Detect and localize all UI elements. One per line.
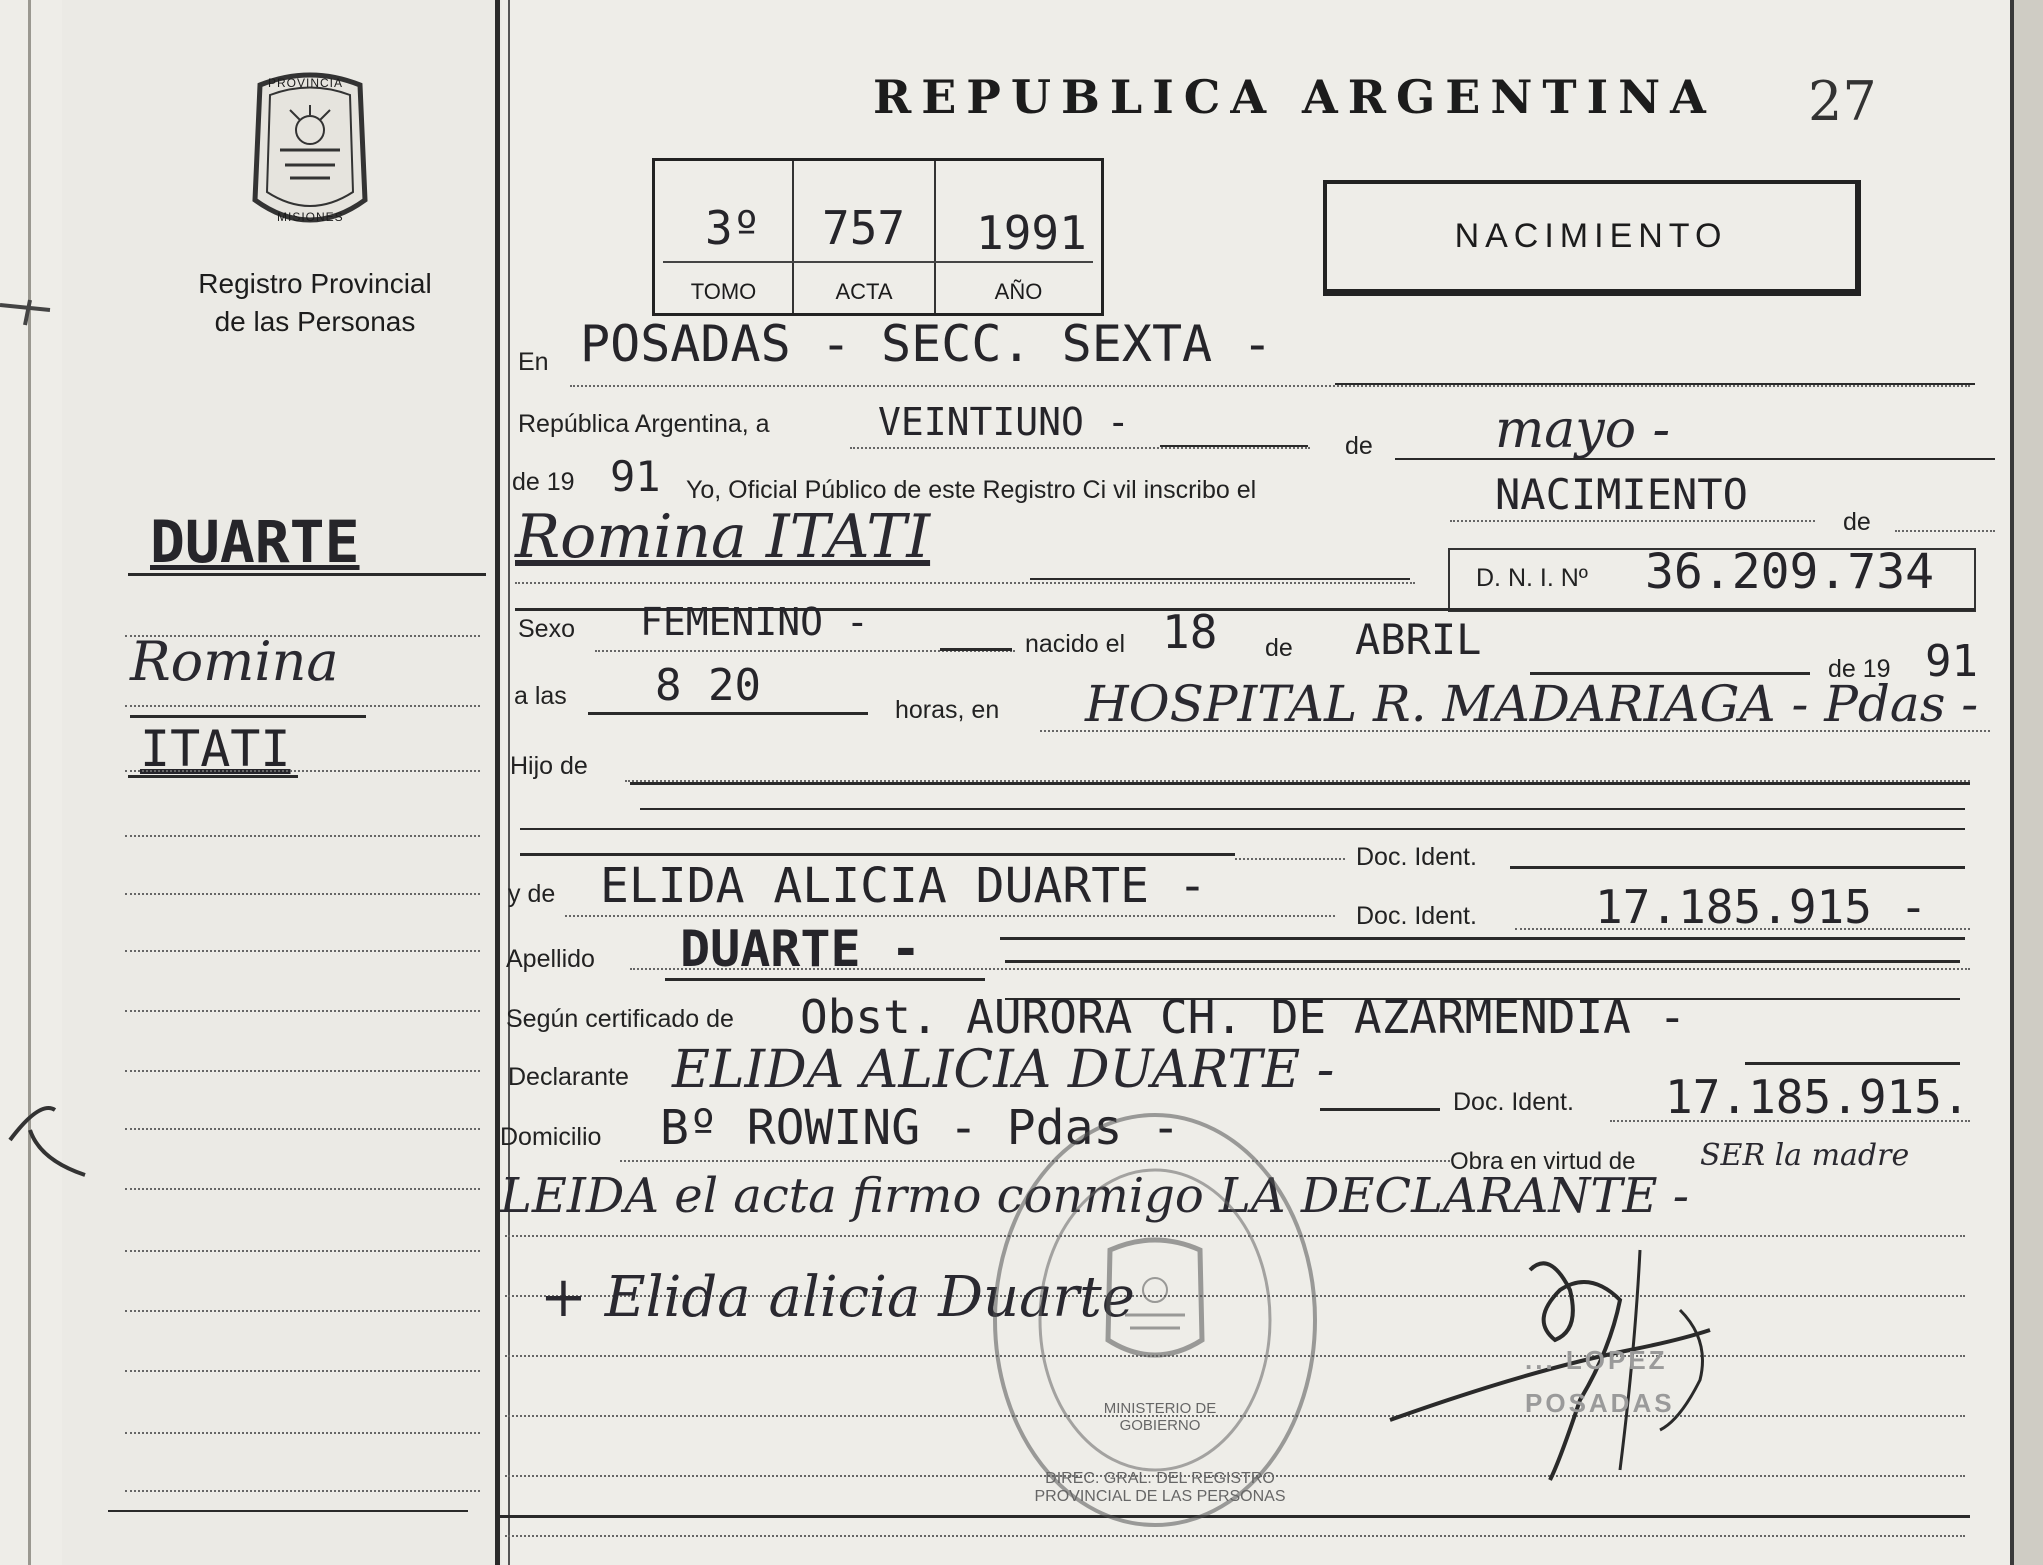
stamp-ring-text: DIREC. GRAL. DEL REGISTRO PROVINCIAL DE LAS PERSONAS <box>1034 1470 1286 1505</box>
margin-dotted-line <box>125 1010 480 1012</box>
fill-rule <box>588 712 868 715</box>
birth-year: 91 <box>1925 636 1978 687</box>
de-label-3: de <box>1265 634 1293 662</box>
margin-surname: DUARTE <box>150 508 360 576</box>
dotted-line <box>850 447 1310 449</box>
registry-line-2: de las Personas <box>214 306 416 337</box>
column-divider-inner <box>508 0 510 1565</box>
document-title: REPUBLICA ARGENTINA <box>873 70 1716 124</box>
de-label-2: de <box>1843 508 1871 536</box>
dni-value: 36.209.734 <box>1645 544 1934 600</box>
ano-label: AÑO <box>994 279 1043 304</box>
official-city-stamp: POSADAS <box>1525 1388 1675 1418</box>
declarante-doc: 17.185.915. <box>1665 1070 1970 1124</box>
dotted-line <box>505 1535 1965 1537</box>
dni-box <box>1448 544 1976 612</box>
day-value: VEINTIUNO - <box>878 400 1130 444</box>
event-value: NACIMIENTO <box>1495 470 1748 519</box>
dotted-line <box>1235 858 1345 860</box>
apellido-value: DUARTE - <box>680 920 921 978</box>
fill-rule <box>1000 937 1965 940</box>
declarante-value: ELIDA ALICIA DUARTE - <box>672 1040 1335 1100</box>
fill-rule <box>665 978 985 981</box>
fill-rule <box>1320 1108 1440 1111</box>
year-prefix: de 19 <box>512 468 575 496</box>
margin-name-2: ITATI <box>140 720 291 778</box>
margin-dotted-line <box>125 705 480 707</box>
nacido-label: nacido el <box>1025 630 1126 658</box>
registry-name <box>170 265 460 341</box>
de-label: de <box>1345 432 1373 460</box>
dotted-line <box>1610 1120 1970 1122</box>
dotted-line <box>515 582 1415 584</box>
doc-ident-label-mother: Doc. Ident. <box>1356 902 1477 930</box>
act-type-box: NACIMIENTO <box>1323 180 1861 296</box>
obra-label: Obra en virtud de <box>1450 1148 1636 1175</box>
dotted-line <box>1895 530 1995 532</box>
ministry-stamp-icon <box>990 1110 1320 1530</box>
doc-ident-label: Doc. Ident. <box>1356 843 1477 871</box>
tomo-label: TOMO <box>690 279 757 304</box>
birth-day: 18 <box>1162 605 1218 659</box>
domicilio-value: Bº ROWING - Pdas - <box>660 1100 1181 1156</box>
year-value: 91 <box>610 452 661 501</box>
leida-text: LEIDA el acta firmo conmigo LA DECLARANTE - <box>500 1168 1689 1224</box>
acta-value: 757 <box>822 201 906 255</box>
certificado-value: Obst. AURORA CH. DE AZARMENDIA - <box>800 990 1687 1044</box>
dni-label: D. N. I. Nº <box>1476 564 1588 592</box>
margin-bottom-rule <box>108 1510 468 1512</box>
seal-top-text: PROVINCIA <box>268 76 344 90</box>
mother-name: ELIDA ALICIA DUARTE - <box>600 858 1207 914</box>
doc-ident-label-declarante: Doc. Ident. <box>1453 1088 1574 1116</box>
sexo-label: Sexo <box>518 615 575 643</box>
margin-dotted-line <box>125 1250 480 1252</box>
fill-rule <box>630 782 1970 785</box>
mother-doc: 17.185.915 - <box>1595 880 1928 934</box>
sexo-value: FEMENINO - <box>640 600 869 644</box>
margin-dotted-line <box>125 1188 480 1190</box>
en-label: En <box>518 348 549 376</box>
dotted-line <box>630 968 1970 970</box>
fill-rule <box>520 828 1965 830</box>
republica-label: República Argentina, a <box>518 410 770 438</box>
binding-thread-icon <box>0 280 60 340</box>
margin-dotted-line <box>125 835 480 837</box>
ano-value: 1991 <box>976 206 1087 260</box>
declarant-signature: + Elida alicia Duarte <box>540 1265 1135 1330</box>
dotted-line <box>570 385 1970 387</box>
binding-thread-icon <box>0 1100 90 1180</box>
margin-dotted-line <box>125 950 480 952</box>
acta-cell <box>794 161 936 313</box>
margin-rule <box>128 573 486 576</box>
hour-value: 8 20 <box>655 660 761 711</box>
month-value: mayo - <box>1495 400 1671 460</box>
fill-rule <box>1335 383 1975 385</box>
margin-dotted-line <box>125 1128 480 1130</box>
stamp-inner-text: MINISTERIO DE GOBIERNO <box>1103 1400 1217 1434</box>
horas-label: horas, en <box>895 696 1000 724</box>
page-shadow <box>2014 0 2043 1565</box>
dotted-line <box>1515 928 1970 930</box>
a-las-label: a las <box>514 682 567 710</box>
margin-dotted-line <box>125 1490 480 1492</box>
fill-rule <box>520 853 1235 856</box>
official-name-stamp: ... LOPEZ <box>1525 1345 1668 1375</box>
child-name: Romina ITATI <box>515 502 931 572</box>
column-divider <box>495 0 500 1565</box>
declarante-label: Declarante <box>508 1063 629 1091</box>
fill-rule <box>940 648 1012 651</box>
page-number: 27 <box>1808 70 1877 133</box>
margin-dotted-line <box>125 893 480 895</box>
acta-label: ACTA <box>835 279 893 304</box>
registry-line-1: Registro Provincial <box>198 268 432 299</box>
margin-name-1: Romina <box>130 630 339 693</box>
ano-cell <box>936 161 1101 313</box>
domicilio-label: Domicilio <box>500 1123 602 1151</box>
margin-dotted-line <box>125 770 480 772</box>
fill-rule <box>1030 578 1410 580</box>
fill-rule <box>1005 960 1960 963</box>
dotted-line <box>1040 730 1990 732</box>
place-value: HOSPITAL R. MADARIAGA - Pdas - <box>1085 675 1979 733</box>
en-value: POSADAS - SECC. SEXTA - <box>580 315 1273 373</box>
fill-rule <box>1510 866 1965 869</box>
margin-dotted-line <box>125 1070 480 1072</box>
record-box-rule <box>663 261 1093 263</box>
oficial-text: Yo, Oficial Público de este Registro Ci vil inscribo el <box>686 476 1257 504</box>
margin-rule <box>130 715 366 718</box>
fill-rule <box>1160 445 1308 447</box>
dotted-line <box>1450 520 1815 522</box>
fill-rule <box>640 808 1965 810</box>
margin-rule <box>128 775 298 778</box>
apellido-label: Apellido <box>506 945 595 973</box>
dotted-line <box>565 915 1335 917</box>
seal-bottom-text: MISIONES <box>277 210 344 224</box>
fill-rule <box>1395 458 1995 460</box>
record-box <box>652 158 1104 316</box>
margin-column <box>62 0 502 1565</box>
margin-dotted-line <box>125 635 480 637</box>
margin-dotted-line <box>125 1370 480 1372</box>
provincial-seal-icon <box>240 70 380 230</box>
tomo-value: 3º <box>705 201 761 255</box>
hijo-label: Hijo de <box>510 752 588 780</box>
margin-dotted-line <box>125 1432 480 1434</box>
birth-month: ABRIL <box>1355 615 1482 664</box>
obra-value: SER la madre <box>1700 1138 1910 1173</box>
segun-label: Según certificado de <box>506 1005 734 1033</box>
binding-edge <box>28 0 31 1565</box>
fill-rule <box>1745 1062 1960 1065</box>
margin-dotted-line <box>125 1310 480 1312</box>
yde-label: y de <box>508 880 556 908</box>
tomo-cell <box>655 161 794 313</box>
de19-label: de 19 <box>1828 655 1891 683</box>
